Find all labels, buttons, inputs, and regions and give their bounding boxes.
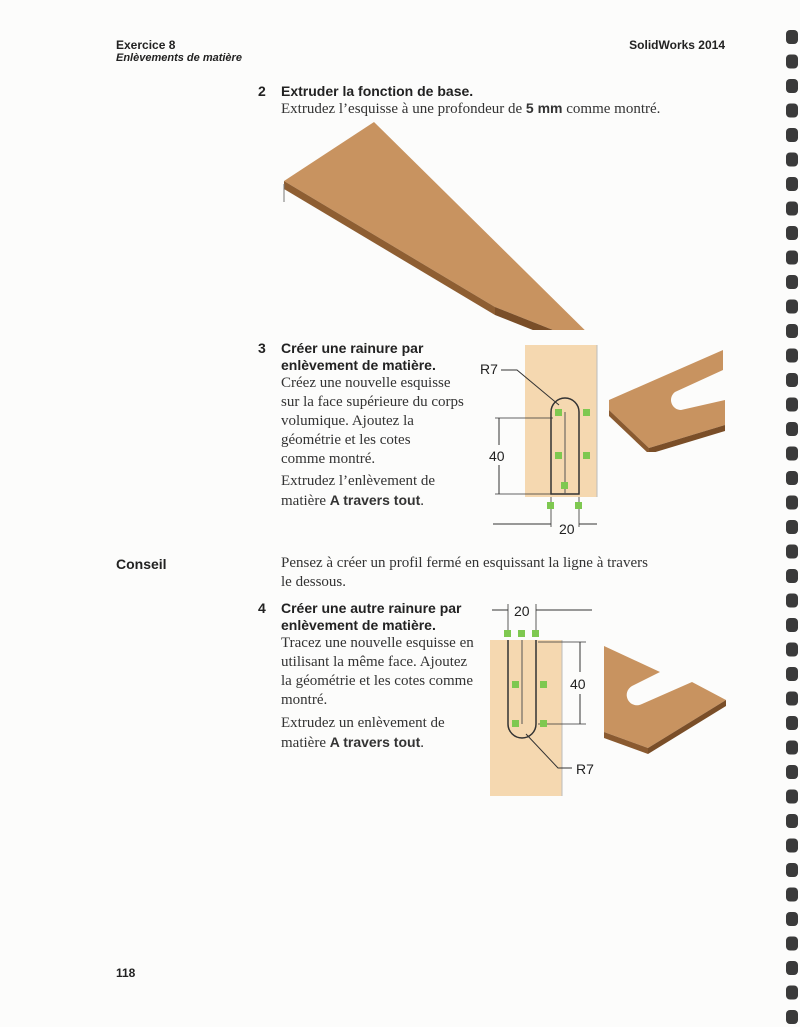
relation-icon <box>547 502 554 509</box>
step-2-text-start: Extrudez l’esquisse à une profondeur de <box>281 101 526 117</box>
relation-icon <box>555 452 562 459</box>
exercise-subtitle: Enlèvements de matière <box>116 52 242 64</box>
step-4-number: 4 <box>258 600 266 616</box>
relation-icon <box>512 681 519 688</box>
step-4-line: la géométrie et les cotes comme <box>281 673 474 689</box>
binding-ring <box>786 839 798 853</box>
binding-ring <box>786 961 798 975</box>
binding-ring <box>786 55 798 69</box>
step-3-width-label: 20 <box>559 521 575 537</box>
step-4-paragraph-2 <box>281 714 445 753</box>
tip-text <box>281 554 648 592</box>
step-2-depth-value: 5 mm <box>525 100 563 116</box>
binding-ring <box>786 300 798 314</box>
relation-icon <box>561 482 568 489</box>
step-4-width-label: 20 <box>514 603 530 619</box>
step-2-text-end: comme montré. <box>562 101 661 117</box>
step-4-line: utilisant la même face. Ajoutez <box>281 654 468 670</box>
binding-ring <box>786 765 798 779</box>
binding-ring <box>786 104 798 118</box>
step-3-line: sur la face supérieure du corps <box>281 394 464 410</box>
step-3-option: A travers tout <box>329 492 421 508</box>
product-name: SolidWorks 2014 <box>629 38 725 52</box>
step-4-text: matière <box>281 735 330 751</box>
relation-icon <box>583 409 590 416</box>
step-3-radius-label: R7 <box>480 361 498 377</box>
binding-ring <box>786 398 798 412</box>
binding-ring <box>786 324 798 338</box>
step-3-number: 3 <box>258 340 266 356</box>
step-4-radius-label: R7 <box>576 761 594 777</box>
exercise-title: Exercice 8 <box>116 38 176 52</box>
binding-ring <box>786 667 798 681</box>
step-4-paragraph-1 <box>281 634 474 710</box>
binding-ring <box>786 741 798 755</box>
step-4-height-label: 40 <box>570 676 586 692</box>
sketch-face <box>490 640 562 796</box>
step-3-paragraph-1 <box>281 374 464 469</box>
step-2-text <box>281 99 660 119</box>
binding-ring <box>786 471 798 485</box>
binding-ring <box>786 937 798 951</box>
binding-ring <box>786 226 798 240</box>
step-3-title-2: enlèvement de matière. <box>281 357 436 373</box>
binding-ring <box>786 1010 798 1024</box>
relation-icon <box>512 720 519 727</box>
step-4-title-2: enlèvement de matière. <box>281 617 436 633</box>
binding-ring <box>786 643 798 657</box>
relation-icon <box>540 720 547 727</box>
step-4-text: . <box>420 735 424 751</box>
page-number: 118 <box>116 966 136 980</box>
binding-ring <box>786 888 798 902</box>
tip-line: Pensez à créer un profil fermé en esquissant la ligne à travers <box>281 555 648 571</box>
binding-ring <box>786 30 798 44</box>
binding-ring <box>786 496 798 510</box>
sketch-face <box>525 345 597 497</box>
binding-ring <box>786 128 798 142</box>
relation-icon <box>583 452 590 459</box>
binding-ring <box>786 863 798 877</box>
spiral-binding <box>778 0 800 1027</box>
binding-ring <box>786 814 798 828</box>
binding-ring <box>786 692 798 706</box>
binding-ring <box>786 986 798 1000</box>
step-4-result <box>602 636 730 754</box>
step-4-sketch <box>488 598 608 798</box>
step-3-line: comme montré. <box>281 451 376 467</box>
plate-top-face <box>284 122 606 330</box>
relation-icon <box>540 681 547 688</box>
step-4-line: Extrudez un enlèvement de <box>281 715 445 731</box>
binding-ring <box>786 790 798 804</box>
binding-ring <box>786 447 798 461</box>
binding-ring <box>786 275 798 289</box>
slotted-plate-top <box>604 646 726 748</box>
step-3-line: géométrie et les cotes <box>281 432 411 448</box>
step-3-line: Extrudez l’enlèvement de <box>281 473 436 489</box>
step-4-option: A travers tout <box>329 734 421 750</box>
binding-ring <box>786 618 798 632</box>
binding-ring <box>786 422 798 436</box>
step-3-title-1: Créer une rainure par <box>281 340 424 356</box>
step-4-line <box>281 733 445 753</box>
step-3-line <box>281 491 435 511</box>
base-plate-figure <box>270 120 620 330</box>
binding-ring <box>786 594 798 608</box>
step-3-text: matière <box>281 493 330 509</box>
relation-icon <box>555 409 562 416</box>
relation-icon <box>575 502 582 509</box>
step-3-line: volumique. Ajoutez la <box>281 413 414 429</box>
step-3-sketch <box>475 342 605 542</box>
step-4-title-1: Créer une autre rainure par <box>281 600 462 616</box>
binding-ring <box>786 79 798 93</box>
page-header-left <box>116 38 242 65</box>
binding-ring <box>786 349 798 363</box>
step-3-height-label: 40 <box>489 448 505 464</box>
step-3-result <box>605 340 730 452</box>
step-3-line: Créez une nouvelle esquisse <box>281 375 451 391</box>
binding-ring <box>786 569 798 583</box>
relation-icon <box>504 630 511 637</box>
binding-ring <box>786 716 798 730</box>
relation-icon <box>518 630 525 637</box>
tip-label: Conseil <box>116 556 167 572</box>
binding-ring <box>786 373 798 387</box>
binding-ring <box>786 912 798 926</box>
binding-ring <box>786 153 798 167</box>
step-4-line: montré. <box>281 692 328 708</box>
binding-ring <box>786 520 798 534</box>
step-4-line: Tracez une nouvelle esquisse en <box>281 635 474 651</box>
step-2-number: 2 <box>258 83 266 99</box>
relation-icon <box>532 630 539 637</box>
binding-ring <box>786 545 798 559</box>
step-2-title: Extruder la fonction de base. <box>281 83 474 99</box>
binding-ring <box>786 177 798 191</box>
tip-line: le dessous. <box>281 574 346 590</box>
step-3-paragraph-2 <box>281 472 435 511</box>
binding-ring <box>786 202 798 216</box>
step-3-text: . <box>420 493 424 509</box>
binding-ring <box>786 251 798 265</box>
